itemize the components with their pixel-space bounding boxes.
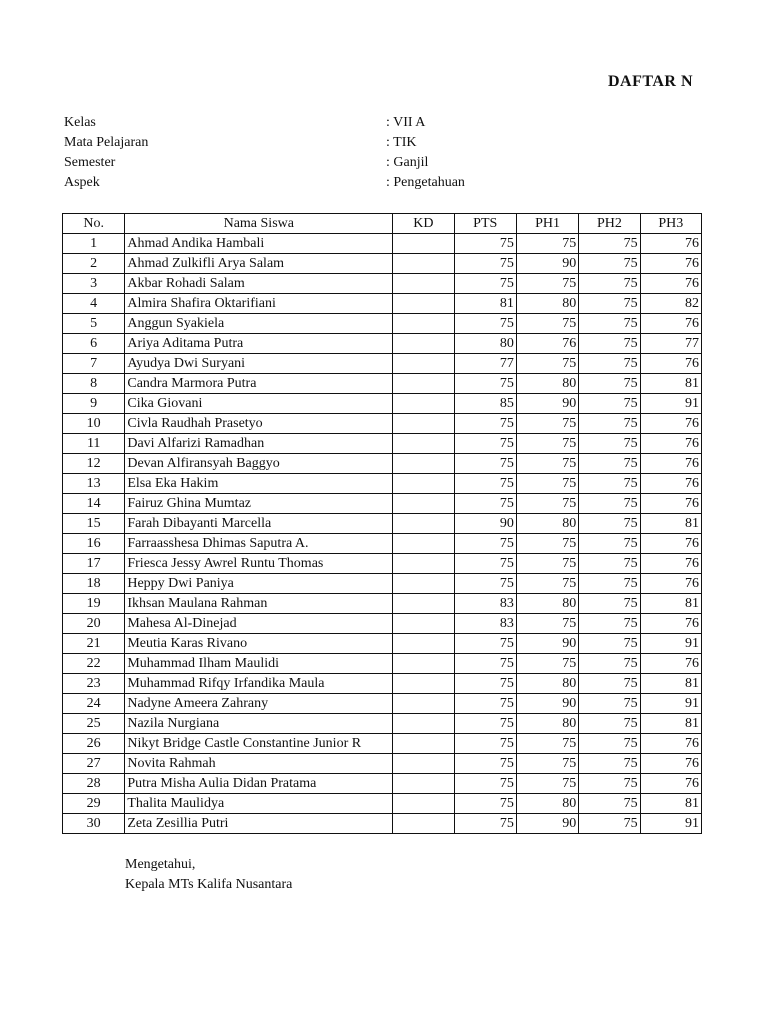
- cell-pts: 75: [454, 234, 516, 254]
- cell-ph3: 81: [640, 794, 701, 814]
- info-label: Aspek: [64, 175, 100, 190]
- cell-pts: 75: [454, 794, 516, 814]
- cell-pts: 75: [454, 634, 516, 654]
- cell-ph3: 77: [640, 334, 701, 354]
- cell-student-name: Devan Alfiransyah Baggyo: [125, 454, 393, 474]
- cell-ph1: 75: [516, 734, 578, 754]
- cell-ph3: 76: [640, 554, 701, 574]
- cell-ph1: 75: [516, 454, 578, 474]
- cell-kd: [393, 354, 454, 374]
- cell-ph2: 75: [579, 534, 640, 554]
- cell-ph1: 80: [516, 594, 578, 614]
- cell-ph2: 75: [579, 794, 640, 814]
- cell-ph1: 75: [516, 494, 578, 514]
- cell-student-name: Ariya Aditama Putra: [125, 334, 393, 354]
- cell-ph1: 75: [516, 414, 578, 434]
- cell-ph3: 91: [640, 694, 701, 714]
- cell-ph1: 75: [516, 574, 578, 594]
- cell-pts: 75: [454, 574, 516, 594]
- cell-ph2: 75: [579, 594, 640, 614]
- cell-ph2: 75: [579, 634, 640, 654]
- cell-student-name: Ayudya Dwi Suryani: [125, 354, 393, 374]
- cell-kd: [393, 494, 454, 514]
- cell-pts: 75: [454, 474, 516, 494]
- table-row: [63, 334, 702, 354]
- cell-no: 8: [63, 374, 125, 394]
- cell-no: 24: [63, 694, 125, 714]
- cell-student-name: Ahmad Zulkifli Arya Salam: [125, 254, 393, 274]
- cell-kd: [393, 574, 454, 594]
- info-label: Mata Pelajaran: [64, 135, 149, 150]
- table-row: [63, 254, 702, 274]
- info-value: : VII A: [386, 115, 425, 131]
- cell-ph3: 76: [640, 494, 701, 514]
- cell-ph2: 75: [579, 334, 640, 354]
- cell-kd: [393, 414, 454, 434]
- cell-ph1: 75: [516, 774, 578, 794]
- cell-no: 17: [63, 554, 125, 574]
- cell-ph1: 76: [516, 334, 578, 354]
- cell-no: 28: [63, 774, 125, 794]
- cell-student-name: Nazila Nurgiana: [125, 714, 393, 734]
- info-row-semester: [64, 155, 664, 175]
- cell-ph3: 76: [640, 434, 701, 454]
- document-title: DAFTAR N: [608, 73, 694, 90]
- cell-no: 5: [63, 314, 125, 334]
- cell-no: 10: [63, 414, 125, 434]
- cell-ph3: 76: [640, 354, 701, 374]
- cell-no: 30: [63, 814, 125, 834]
- cell-student-name: Thalita Maulidya: [125, 794, 393, 814]
- cell-kd: [393, 534, 454, 554]
- table-row: [63, 554, 702, 574]
- cell-kd: [393, 594, 454, 614]
- cell-student-name: Almira Shafira Oktarifiani: [125, 294, 393, 314]
- grades-table-container: [62, 213, 699, 834]
- cell-ph1: 75: [516, 354, 578, 374]
- cell-kd: [393, 554, 454, 574]
- cell-no: 16: [63, 534, 125, 554]
- cell-kd: [393, 734, 454, 754]
- signature-acknowledged: Mengetahui,: [125, 857, 196, 872]
- table-row: [63, 714, 702, 734]
- cell-pts: 75: [454, 654, 516, 674]
- table-row: [63, 234, 702, 254]
- cell-no: 20: [63, 614, 125, 634]
- table-row: [63, 574, 702, 594]
- cell-ph1: 80: [516, 794, 578, 814]
- table-row: [63, 314, 702, 334]
- cell-ph3: 76: [640, 614, 701, 634]
- info-row-kelas: [64, 115, 664, 135]
- cell-ph3: 76: [640, 574, 701, 594]
- cell-no: 25: [63, 714, 125, 734]
- cell-student-name: Putra Misha Aulia Didan Pratama: [125, 774, 393, 794]
- cell-pts: 75: [454, 774, 516, 794]
- cell-ph2: 75: [579, 474, 640, 494]
- cell-ph3: 91: [640, 394, 701, 414]
- cell-ph3: 76: [640, 654, 701, 674]
- table-row: [63, 614, 702, 634]
- table-row: [63, 734, 702, 754]
- cell-student-name: Farah Dibayanti Marcella: [125, 514, 393, 534]
- cell-ph2: 75: [579, 694, 640, 714]
- cell-ph1: 75: [516, 274, 578, 294]
- cell-ph3: 76: [640, 254, 701, 274]
- cell-ph1: 90: [516, 814, 578, 834]
- cell-kd: [393, 774, 454, 794]
- cell-ph3: 81: [640, 594, 701, 614]
- cell-ph3: 76: [640, 754, 701, 774]
- cell-student-name: Ahmad Andika Hambali: [125, 234, 393, 254]
- table-row: [63, 454, 702, 474]
- cell-ph1: 80: [516, 294, 578, 314]
- cell-ph1: 75: [516, 234, 578, 254]
- cell-ph2: 75: [579, 294, 640, 314]
- cell-ph1: 75: [516, 314, 578, 334]
- cell-student-name: Friesca Jessy Awrel Runtu Thomas: [125, 554, 393, 574]
- cell-pts: 75: [454, 754, 516, 774]
- cell-student-name: Muhammad Ilham Maulidi: [125, 654, 393, 674]
- cell-ph1: 80: [516, 714, 578, 734]
- cell-ph3: 76: [640, 274, 701, 294]
- cell-ph1: 75: [516, 434, 578, 454]
- cell-kd: [393, 454, 454, 474]
- cell-ph1: 90: [516, 694, 578, 714]
- cell-pts: 75: [454, 494, 516, 514]
- cell-ph3: 76: [640, 534, 701, 554]
- cell-ph2: 75: [579, 394, 640, 414]
- cell-pts: 75: [454, 694, 516, 714]
- cell-no: 4: [63, 294, 125, 314]
- cell-pts: 83: [454, 614, 516, 634]
- table-row: [63, 754, 702, 774]
- cell-student-name: Mahesa Al-Dinejad: [125, 614, 393, 634]
- cell-ph2: 75: [579, 514, 640, 534]
- cell-no: 7: [63, 354, 125, 374]
- cell-pts: 75: [454, 454, 516, 474]
- signature-block: [125, 855, 292, 895]
- cell-student-name: Meutia Karas Rivano: [125, 634, 393, 654]
- signature-position: Kepala MTs Kalifa Nusantara: [125, 877, 293, 892]
- cell-student-name: Anggun Syakiela: [125, 314, 393, 334]
- cell-no: 27: [63, 754, 125, 774]
- cell-ph1: 90: [516, 254, 578, 274]
- cell-ph2: 75: [579, 654, 640, 674]
- cell-ph2: 75: [579, 734, 640, 754]
- cell-kd: [393, 474, 454, 494]
- cell-no: 6: [63, 334, 125, 354]
- cell-student-name: Ikhsan Maulana Rahman: [125, 594, 393, 614]
- cell-ph3: 76: [640, 414, 701, 434]
- cell-ph3: 76: [640, 474, 701, 494]
- header-nama-siswa: Nama Siswa: [125, 214, 393, 234]
- cell-pts: 75: [454, 374, 516, 394]
- table-row: [63, 594, 702, 614]
- cell-kd: [393, 434, 454, 454]
- table-row: [63, 294, 702, 314]
- cell-ph3: 76: [640, 734, 701, 754]
- cell-ph1: 80: [516, 674, 578, 694]
- grades-table: [62, 213, 702, 834]
- cell-no: 3: [63, 274, 125, 294]
- cell-ph3: 82: [640, 294, 701, 314]
- cell-pts: 75: [454, 314, 516, 334]
- cell-ph1: 75: [516, 554, 578, 574]
- table-row: [63, 654, 702, 674]
- cell-pts: 85: [454, 394, 516, 414]
- cell-no: 18: [63, 574, 125, 594]
- table-row: [63, 794, 702, 814]
- info-label: Semester: [64, 155, 116, 170]
- info-row-mata-pelajaran: [64, 135, 664, 155]
- cell-kd: [393, 714, 454, 734]
- cell-ph2: 75: [579, 234, 640, 254]
- table-row: [63, 514, 702, 534]
- cell-student-name: Civla Raudhah Prasetyo: [125, 414, 393, 434]
- cell-ph3: 81: [640, 674, 701, 694]
- cell-ph2: 75: [579, 774, 640, 794]
- cell-pts: 75: [454, 254, 516, 274]
- cell-pts: 75: [454, 434, 516, 454]
- cell-no: 1: [63, 234, 125, 254]
- cell-ph2: 75: [579, 494, 640, 514]
- table-row: [63, 694, 702, 714]
- cell-student-name: Nadyne Ameera Zahrany: [125, 694, 393, 714]
- table-row: [63, 374, 702, 394]
- cell-ph2: 75: [579, 674, 640, 694]
- cell-kd: [393, 234, 454, 254]
- cell-pts: 77: [454, 354, 516, 374]
- cell-ph2: 75: [579, 314, 640, 334]
- header-kd: KD: [393, 214, 454, 234]
- table-row: [63, 634, 702, 654]
- table-body: [63, 234, 702, 834]
- cell-ph2: 75: [579, 354, 640, 374]
- cell-ph2: 75: [579, 374, 640, 394]
- cell-ph2: 75: [579, 454, 640, 474]
- cell-ph2: 75: [579, 274, 640, 294]
- cell-pts: 75: [454, 534, 516, 554]
- table-row: [63, 354, 702, 374]
- cell-no: 23: [63, 674, 125, 694]
- cell-ph1: 90: [516, 394, 578, 414]
- cell-ph3: 91: [640, 814, 701, 834]
- cell-student-name: Candra Marmora Putra: [125, 374, 393, 394]
- cell-kd: [393, 374, 454, 394]
- cell-ph3: 76: [640, 314, 701, 334]
- cell-ph2: 75: [579, 414, 640, 434]
- cell-kd: [393, 634, 454, 654]
- cell-kd: [393, 334, 454, 354]
- cell-no: 11: [63, 434, 125, 454]
- cell-kd: [393, 654, 454, 674]
- cell-pts: 90: [454, 514, 516, 534]
- cell-student-name: Nikyt Bridge Castle Constantine Junior R: [125, 734, 393, 754]
- cell-ph3: 81: [640, 714, 701, 734]
- cell-kd: [393, 254, 454, 274]
- cell-ph1: 80: [516, 514, 578, 534]
- cell-ph3: 81: [640, 374, 701, 394]
- table-row: [63, 774, 702, 794]
- cell-ph2: 75: [579, 614, 640, 634]
- cell-ph1: 75: [516, 534, 578, 554]
- cell-ph2: 75: [579, 814, 640, 834]
- cell-ph1: 90: [516, 634, 578, 654]
- cell-no: 2: [63, 254, 125, 274]
- cell-student-name: Farraasshesa Dhimas Saputra A.: [125, 534, 393, 554]
- cell-ph3: 81: [640, 514, 701, 534]
- cell-no: 15: [63, 514, 125, 534]
- cell-pts: 80: [454, 334, 516, 354]
- cell-pts: 81: [454, 294, 516, 314]
- cell-kd: [393, 794, 454, 814]
- cell-kd: [393, 614, 454, 634]
- info-label: Kelas: [64, 115, 96, 130]
- table-row: [63, 434, 702, 454]
- info-row-aspek: [64, 175, 664, 195]
- table-row: [63, 274, 702, 294]
- cell-no: 13: [63, 474, 125, 494]
- cell-pts: 75: [454, 414, 516, 434]
- cell-pts: 75: [454, 274, 516, 294]
- cell-no: 22: [63, 654, 125, 674]
- cell-no: 26: [63, 734, 125, 754]
- cell-ph1: 75: [516, 654, 578, 674]
- info-value: : Ganjil: [386, 155, 428, 171]
- table-row: [63, 814, 702, 834]
- cell-kd: [393, 294, 454, 314]
- cell-pts: 75: [454, 734, 516, 754]
- cell-student-name: Fairuz Ghina Mumtaz: [125, 494, 393, 514]
- header-no: No.: [63, 214, 125, 234]
- table-row: [63, 414, 702, 434]
- cell-ph2: 75: [579, 574, 640, 594]
- cell-student-name: Akbar Rohadi Salam: [125, 274, 393, 294]
- cell-student-name: Muhammad Rifqy Irfandika Maula: [125, 674, 393, 694]
- cell-ph1: 75: [516, 614, 578, 634]
- header-ph3: PH3: [640, 214, 701, 234]
- cell-kd: [393, 394, 454, 414]
- cell-ph3: 76: [640, 234, 701, 254]
- cell-pts: 75: [454, 714, 516, 734]
- info-value: : TIK: [386, 135, 416, 151]
- cell-kd: [393, 814, 454, 834]
- cell-student-name: Novita Rahmah: [125, 754, 393, 774]
- table-row: [63, 474, 702, 494]
- table-row: [63, 674, 702, 694]
- cell-no: 12: [63, 454, 125, 474]
- cell-pts: 83: [454, 594, 516, 614]
- cell-kd: [393, 514, 454, 534]
- cell-no: 19: [63, 594, 125, 614]
- cell-ph2: 75: [579, 554, 640, 574]
- cell-student-name: Cika Giovani: [125, 394, 393, 414]
- cell-no: 9: [63, 394, 125, 414]
- cell-ph3: 91: [640, 634, 701, 654]
- cell-ph1: 75: [516, 754, 578, 774]
- cell-no: 14: [63, 494, 125, 514]
- cell-kd: [393, 314, 454, 334]
- table-row: [63, 534, 702, 554]
- header-ph1: PH1: [516, 214, 578, 234]
- cell-student-name: Davi Alfarizi Ramadhan: [125, 434, 393, 454]
- cell-pts: 75: [454, 674, 516, 694]
- cell-pts: 75: [454, 554, 516, 574]
- cell-ph2: 75: [579, 254, 640, 274]
- cell-student-name: Zeta Zesillia Putri: [125, 814, 393, 834]
- header-pts: PTS: [454, 214, 516, 234]
- cell-ph3: 76: [640, 774, 701, 794]
- table-row: [63, 494, 702, 514]
- cell-ph2: 75: [579, 434, 640, 454]
- table-row: [63, 394, 702, 414]
- info-value: : Pengetahuan: [386, 175, 465, 191]
- cell-kd: [393, 674, 454, 694]
- cell-ph2: 75: [579, 754, 640, 774]
- cell-ph3: 76: [640, 454, 701, 474]
- cell-no: 21: [63, 634, 125, 654]
- cell-no: 29: [63, 794, 125, 814]
- cell-student-name: Heppy Dwi Paniya: [125, 574, 393, 594]
- header-ph2: PH2: [579, 214, 640, 234]
- cell-ph1: 80: [516, 374, 578, 394]
- cell-kd: [393, 274, 454, 294]
- cell-kd: [393, 694, 454, 714]
- cell-kd: [393, 754, 454, 774]
- cell-ph1: 75: [516, 474, 578, 494]
- cell-student-name: Elsa Eka Hakim: [125, 474, 393, 494]
- cell-ph2: 75: [579, 714, 640, 734]
- cell-pts: 75: [454, 814, 516, 834]
- table-header-row: [63, 214, 702, 234]
